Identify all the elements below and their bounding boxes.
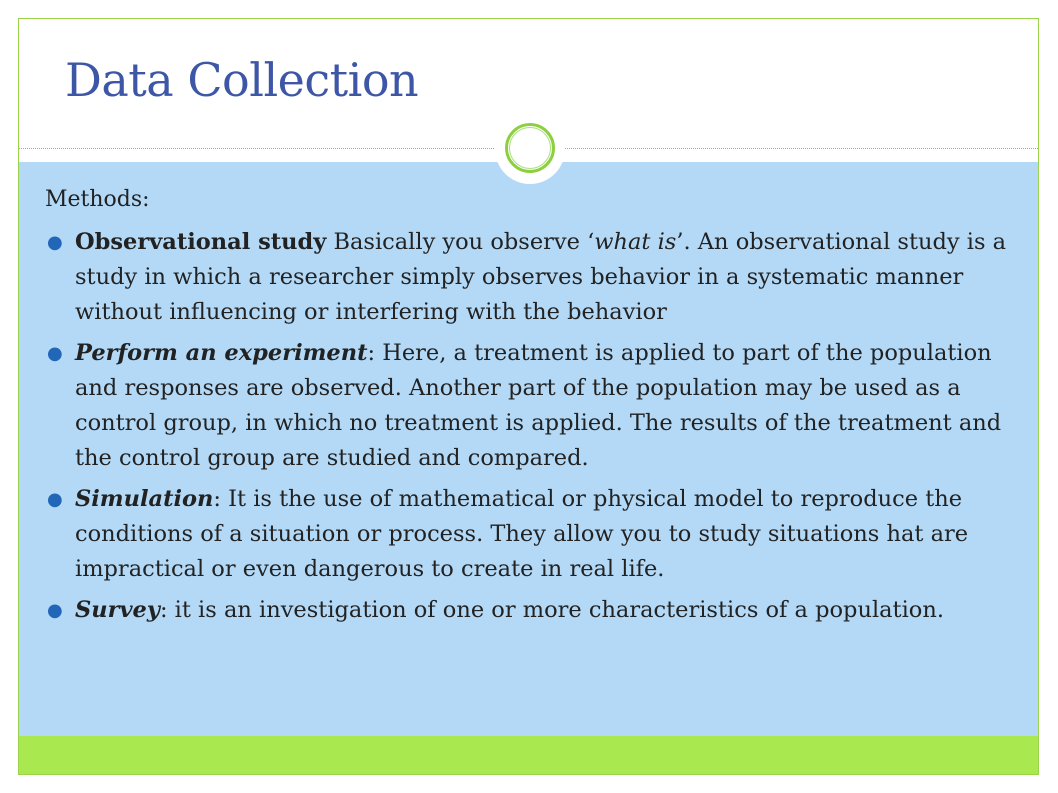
term-simulation: Simulation bbox=[75, 486, 214, 512]
slide-title: Data Collection bbox=[65, 53, 419, 107]
item-text: ’. An observational study is a study in which a researcher simply observes behavior in a systematic manner without influencing or interfering with the behavior bbox=[75, 229, 1007, 325]
round-bullet-icon: ● bbox=[47, 343, 63, 364]
round-bullet-icon: ● bbox=[47, 600, 63, 621]
term-perform-experiment: Perform an experiment bbox=[75, 340, 368, 366]
emphasis-what-is: what is bbox=[594, 229, 677, 255]
list-item-simulation bbox=[45, 482, 1020, 587]
round-bullet-icon: ● bbox=[47, 489, 63, 510]
footer-bar bbox=[19, 736, 1038, 774]
list-item-observational-study bbox=[45, 225, 1020, 330]
methods-list bbox=[45, 225, 1020, 628]
slide-body bbox=[45, 185, 1020, 634]
round-bullet-icon: ● bbox=[47, 232, 63, 253]
item-text: : It is the use of mathematical or physical model to reproduce the conditions of a situation or process. They allow you to study situations hat are impractical or even dangerous to create in real life. bbox=[75, 486, 969, 582]
slide bbox=[18, 18, 1039, 775]
list-item-perform-experiment bbox=[45, 336, 1020, 476]
list-item-survey bbox=[45, 593, 1020, 628]
item-text: : Here, a treatment is applied to part of the population and responses are observed. Another part of the population may be used as a control group, in which no treatment is applied. The results of the treatment and the control group are studied and compared. bbox=[75, 340, 1002, 471]
item-text: Basically you observe ‘ bbox=[326, 229, 595, 255]
methods-heading: Methods: bbox=[45, 187, 150, 212]
term-survey: Survey bbox=[75, 597, 160, 623]
decorative-ring-inner bbox=[509, 127, 551, 169]
item-text: : it is an investigation of one or more characteristics of a population. bbox=[159, 597, 944, 623]
term-observational-study: Observational study bbox=[75, 229, 327, 255]
